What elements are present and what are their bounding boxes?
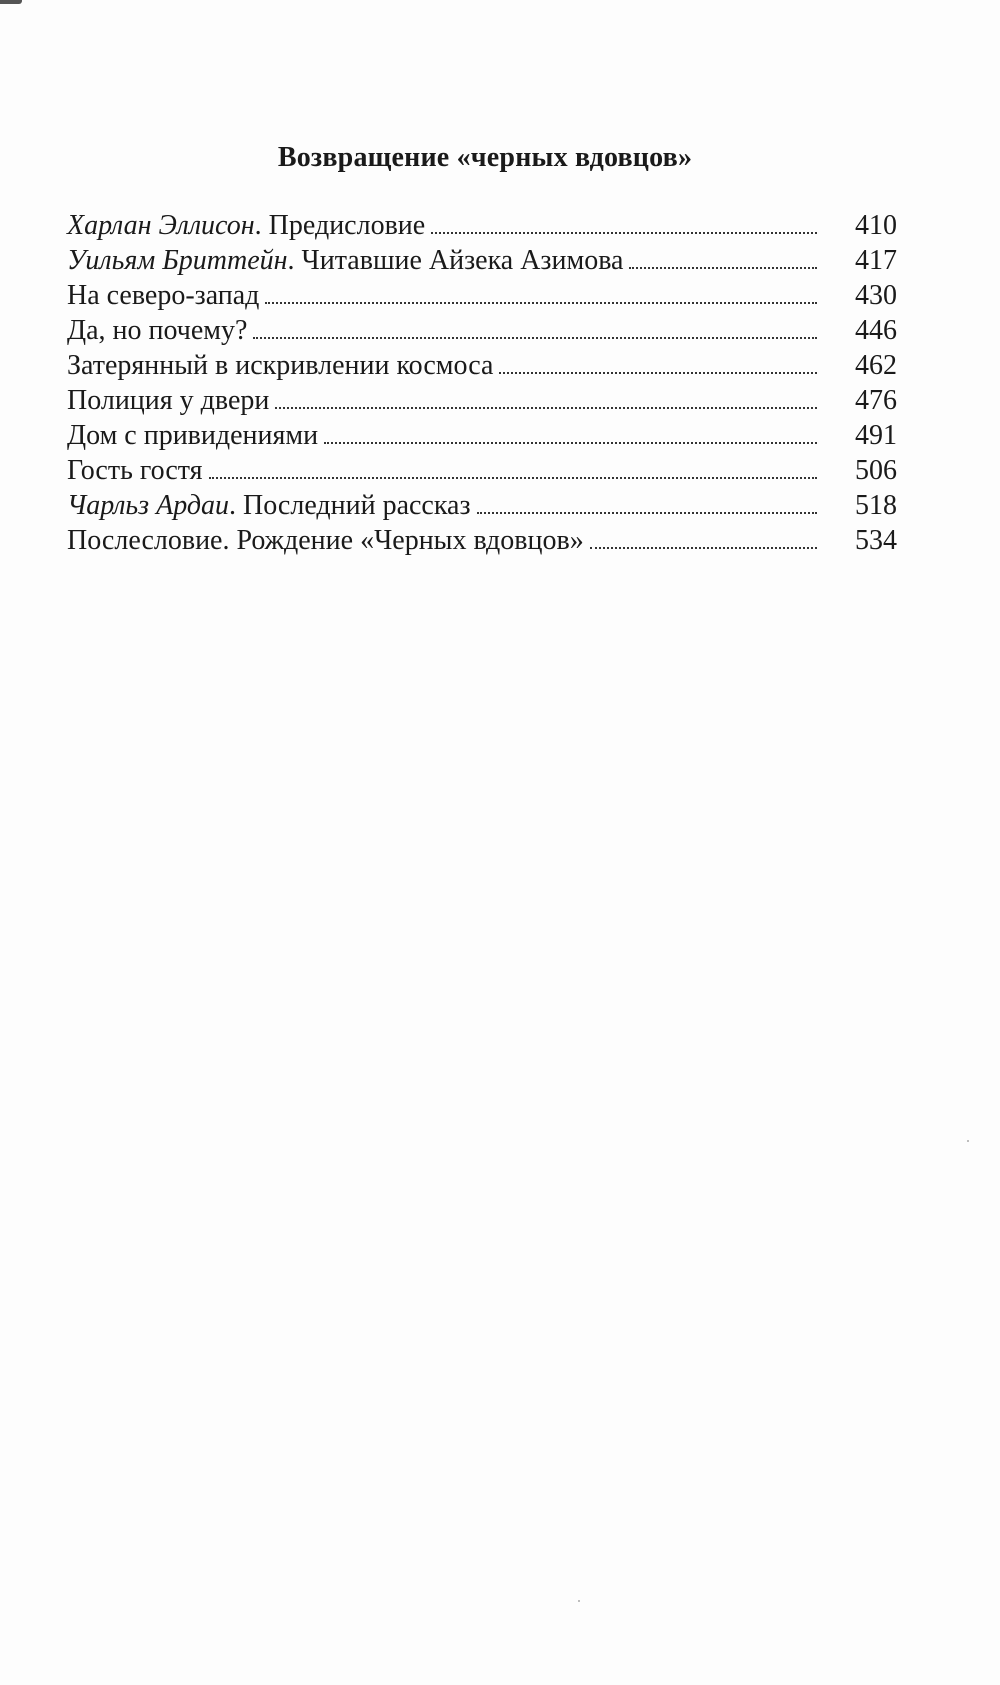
toc-entry-text bbox=[67, 348, 499, 383]
toc-entry-text bbox=[67, 453, 209, 488]
toc-entry-title: Полиция у двери bbox=[67, 385, 270, 416]
toc-entry bbox=[67, 453, 897, 488]
toc-entry-text bbox=[67, 313, 253, 348]
toc-entry-text bbox=[67, 418, 324, 453]
toc-entry bbox=[67, 488, 897, 523]
toc-entry bbox=[67, 243, 897, 278]
toc-entry bbox=[67, 383, 897, 418]
toc-entry bbox=[67, 523, 897, 558]
toc-entry-title: Предисловие bbox=[268, 210, 426, 241]
toc-entry bbox=[67, 313, 897, 348]
toc-entry-title: Гость гостя bbox=[67, 455, 203, 486]
toc-entry-title: Читавшие Айзека Азимова bbox=[301, 245, 624, 276]
toc-entry-author: Уильям Бриттейн bbox=[67, 245, 288, 276]
scan-speck bbox=[578, 1600, 580, 1602]
dot-leader bbox=[499, 372, 817, 374]
toc-entry bbox=[67, 348, 897, 383]
toc-entry-title: Да, но почему? bbox=[67, 315, 248, 346]
toc-entry-author: Чарльз Ардаи bbox=[67, 490, 229, 521]
author-separator: . bbox=[229, 490, 243, 521]
dot-leader bbox=[275, 407, 817, 409]
dot-leader bbox=[431, 232, 817, 234]
dot-leader bbox=[590, 547, 817, 549]
toc-entry-page-number: 446 bbox=[855, 315, 897, 346]
toc-entry-author: Харлан Эллисон bbox=[67, 210, 255, 241]
toc-entry-title: Послесловие. Рождение «Черных вдовцов» bbox=[67, 525, 584, 556]
toc-entry-text bbox=[67, 523, 590, 558]
dot-leader bbox=[253, 337, 817, 339]
section-heading: Возвращение «черных вдовцов» bbox=[277, 142, 693, 173]
dot-leader bbox=[629, 267, 817, 269]
toc-entry-title: Дом с привидениями bbox=[67, 420, 319, 451]
author-separator: . bbox=[254, 210, 269, 241]
dot-leader bbox=[477, 512, 817, 514]
toc-entry bbox=[67, 418, 897, 453]
toc-entry-text bbox=[67, 278, 265, 313]
toc-entry-text bbox=[67, 383, 275, 418]
toc-entry-page-number: 462 bbox=[855, 350, 897, 381]
dot-leader bbox=[209, 477, 817, 479]
toc-entry bbox=[67, 208, 897, 243]
toc-entry-title: Затерянный в искривлении космоса bbox=[67, 350, 494, 381]
toc-entry-page-number: 518 bbox=[855, 490, 897, 521]
toc-entry-page-number: 417 bbox=[855, 245, 897, 276]
toc-entry-page-number: 476 bbox=[855, 385, 897, 416]
author-separator: . bbox=[287, 245, 302, 276]
dot-leader bbox=[265, 302, 817, 304]
toc-entry-page-number: 534 bbox=[855, 525, 897, 556]
toc-entry-page-number: 410 bbox=[855, 210, 897, 241]
toc-entry-page-number: 506 bbox=[855, 455, 897, 486]
toc-entry-title: Последний рассказ bbox=[243, 490, 471, 521]
toc-entry-text bbox=[67, 243, 629, 278]
table-of-contents bbox=[67, 208, 897, 558]
toc-entry-text bbox=[67, 208, 431, 243]
toc-entry-text bbox=[67, 488, 477, 523]
toc-entry-page-number: 430 bbox=[855, 280, 897, 311]
scan-speck bbox=[967, 1140, 969, 1142]
dot-leader bbox=[324, 442, 817, 444]
toc-entry bbox=[67, 278, 897, 313]
toc-entry-page-number: 491 bbox=[855, 420, 897, 451]
toc-entry-title: На северо-запад bbox=[67, 280, 260, 311]
scan-corner-mark bbox=[0, 0, 22, 4]
